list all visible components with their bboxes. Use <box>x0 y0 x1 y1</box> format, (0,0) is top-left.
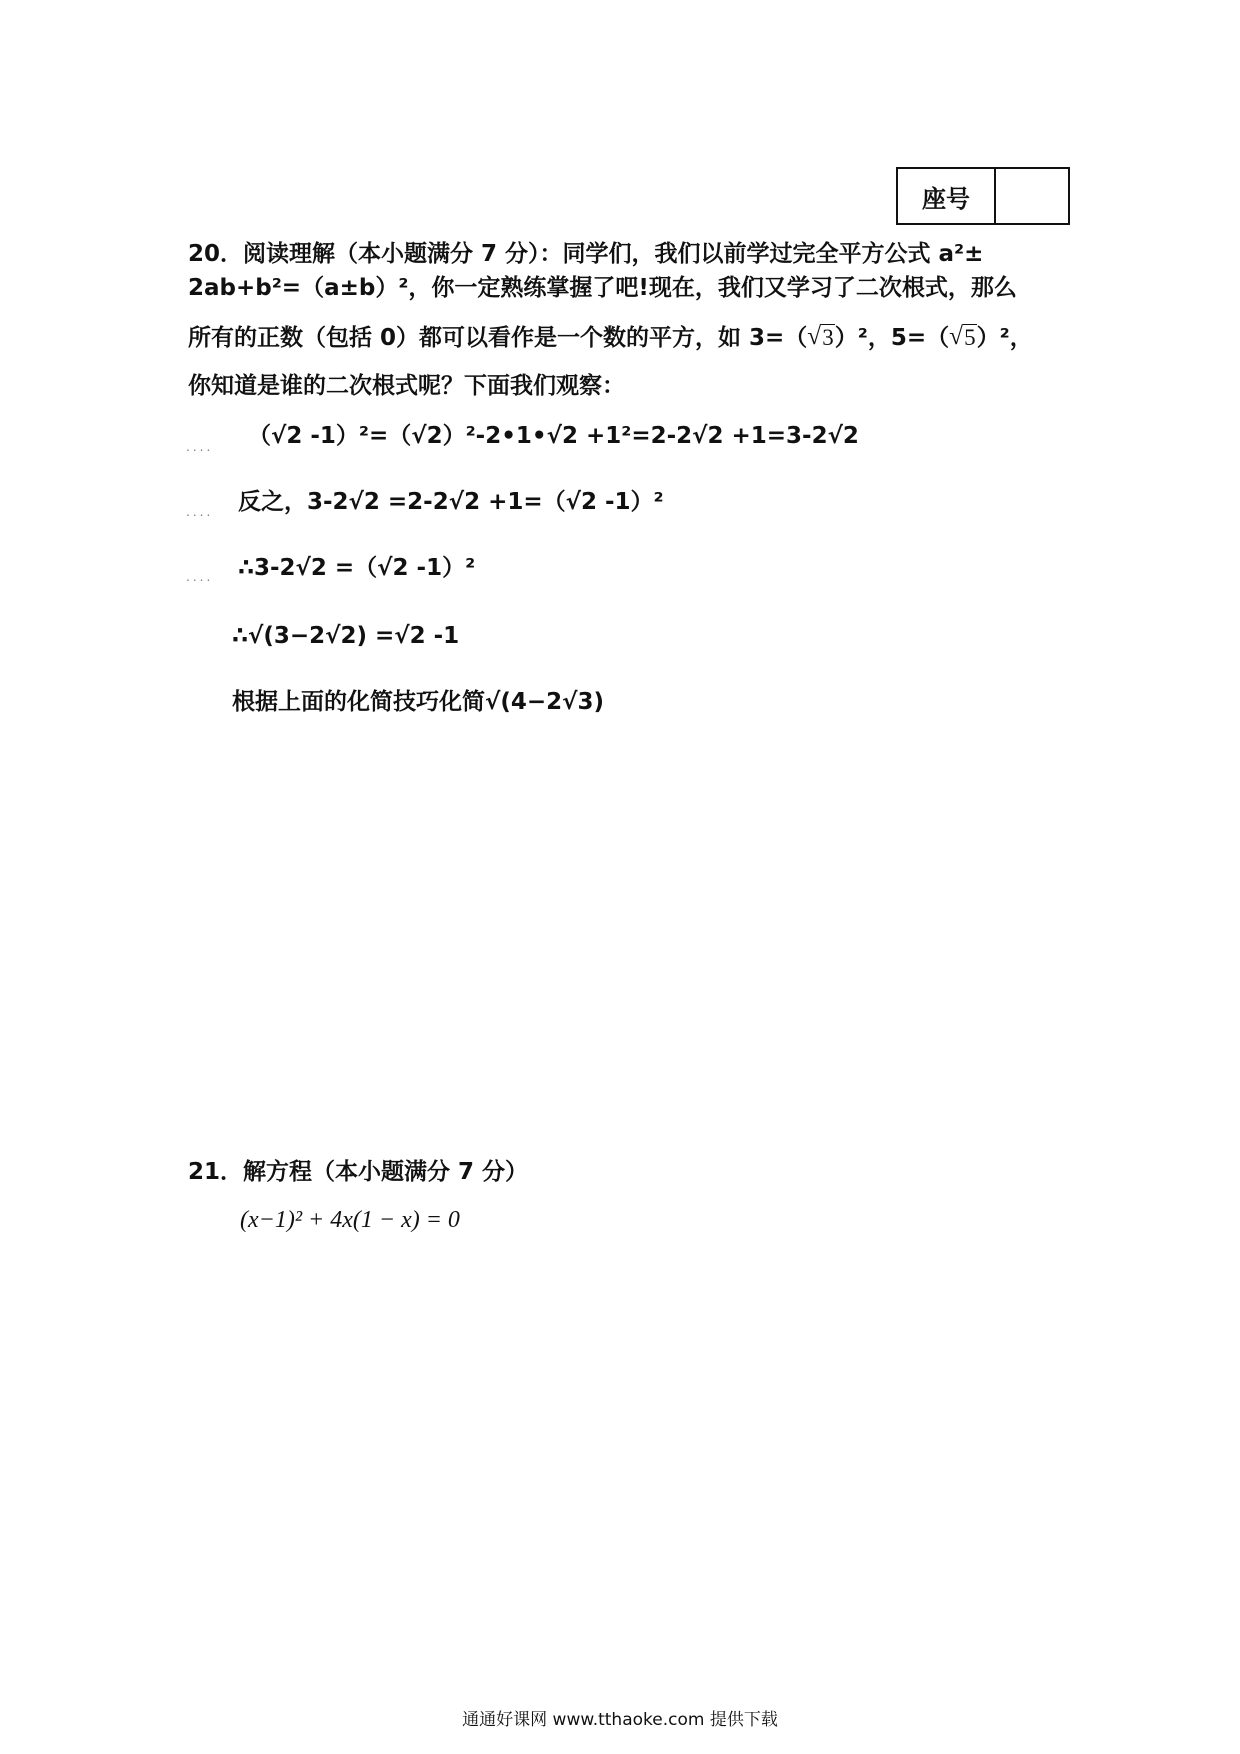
sqrt-5: √ 5 <box>949 322 977 354</box>
q20-eq-2: 反之，3-2√2 =2-2√2 +1=（√2 -1）² <box>238 489 664 515</box>
q20-line-3-e: ）²， <box>976 325 1033 351</box>
q20-line-3-c: ）²，5=（ <box>834 325 950 351</box>
q20-eq-1: （√2 -1）²=（√2）²-2•1•√2 +1²=2-2√2 +1=3-2√2 <box>248 423 859 449</box>
q20-line-3 <box>188 322 1033 354</box>
indent-dots: .... <box>186 570 214 584</box>
seat-number-box <box>896 167 1070 225</box>
page-footer: 通通好课网 www.tthaoke.com 提供下载 <box>462 1710 778 1730</box>
seat-value-field <box>996 169 1068 223</box>
sqrt-3: √ 3 <box>807 322 835 354</box>
q20-task: 根据上面的化简技巧化简√(4−2√3) <box>232 689 604 715</box>
q20-line-4: 你知道是谁的二次根式呢？下面我们观察： <box>188 373 625 399</box>
q20-eq-4: ∴√(3−2√2) =√2 -1 <box>232 623 460 649</box>
q20-line-1: 20．阅读理解（本小题满分 7 分）：同学们，我们以前学过完全平方公式 a²± <box>188 241 984 267</box>
q20-line-3-a: 所有的正数（包括 0）都可以看作是一个数的平方，如 3=（ <box>188 325 808 351</box>
seat-label: 座号 <box>898 169 996 223</box>
q21-equation: (x−1)² + 4x(1 − x) = 0 <box>240 1207 460 1233</box>
q20-eq-3: ∴3-2√2 =（√2 -1）² <box>238 555 476 581</box>
indent-dots: .... <box>186 440 214 454</box>
q20-line-2: 2ab+b²=（a±b）²，你一定熟练掌握了吧!现在，我们又学习了二次根式，那么 <box>188 275 1017 301</box>
q21-title: 21．解方程（本小题满分 7 分） <box>188 1159 529 1185</box>
indent-dots: .... <box>186 505 214 519</box>
